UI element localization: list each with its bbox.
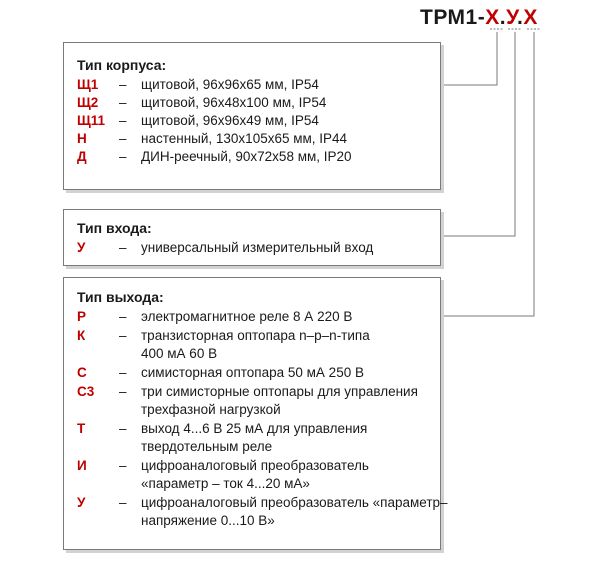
connector-input xyxy=(441,32,515,236)
list-item xyxy=(64,76,440,94)
item-description-line: напряжение 0...10 В» xyxy=(141,513,275,528)
item-dash: – xyxy=(119,240,127,255)
list-item xyxy=(64,494,448,530)
item-dash: – xyxy=(119,131,127,146)
item-code: Щ11 xyxy=(77,113,106,128)
output-type-heading: Тип выхода: xyxy=(77,289,164,305)
item-dash: – xyxy=(119,77,127,92)
item-code: У xyxy=(77,240,86,255)
list-item xyxy=(64,308,440,326)
item-code: Р xyxy=(77,309,87,324)
connector-output xyxy=(441,32,534,316)
list-item xyxy=(64,420,440,456)
item-code: У xyxy=(77,495,86,510)
input-type-heading: Тип входа: xyxy=(77,220,152,236)
list-item xyxy=(64,112,440,130)
item-description xyxy=(141,130,440,148)
item-description xyxy=(141,308,440,326)
separator-dot: . xyxy=(517,6,524,29)
housing-type-list xyxy=(64,76,440,166)
item-description-line: настенный, 130х105х65 мм, IP44 xyxy=(141,131,348,146)
item-dash: – xyxy=(119,95,127,110)
item-description xyxy=(141,239,440,257)
item-description-line: щитовой, 96х48х100 мм, IP54 xyxy=(141,95,327,110)
output-type-list xyxy=(64,308,448,530)
item-description-line: твердотельным реле xyxy=(141,439,273,454)
item-description-line: симисторная оптопара 50 мА 250 В xyxy=(141,365,364,380)
item-dash: – xyxy=(119,149,127,164)
item-description xyxy=(141,148,440,166)
list-item xyxy=(64,130,440,148)
item-code: Д xyxy=(77,149,87,164)
item-code: Н xyxy=(77,131,87,146)
item-description-line: три симисторные оптопары для управления xyxy=(141,384,418,399)
item-description xyxy=(141,420,440,456)
item-description-line: «параметр – ток 4...20 мА» xyxy=(141,476,310,491)
housing-type-box xyxy=(63,42,441,190)
item-code: К xyxy=(77,328,86,343)
input-type-list xyxy=(64,239,440,257)
list-item xyxy=(64,383,440,419)
item-dash: – xyxy=(119,384,127,399)
item-description-line: трехфазной нагрузкой xyxy=(141,402,281,417)
item-code: Щ2 xyxy=(77,95,99,110)
item-description-line: выход 4...6 В 25 мА для управления xyxy=(141,421,368,436)
item-description xyxy=(141,94,440,112)
code-output: Х xyxy=(523,6,538,29)
item-dash: – xyxy=(119,328,127,343)
item-description-line: щитовой, 96х96х49 мм, IP54 xyxy=(141,113,319,128)
list-item xyxy=(64,364,440,382)
code-input: У xyxy=(506,6,518,29)
housing-type-heading: Тип корпуса: xyxy=(77,57,167,73)
item-description-line: щитовой, 96х96х65 мм, IP54 xyxy=(141,77,319,92)
item-description-line: цифроаналоговый преобразователь «параметр– xyxy=(141,495,448,510)
item-code: Щ1 xyxy=(77,77,99,92)
separator-dot: . xyxy=(499,6,507,29)
item-code: С3 xyxy=(77,384,95,399)
list-item xyxy=(64,457,440,493)
list-item xyxy=(64,327,440,363)
item-description-line: транзисторная оптопара n–p–n-типа xyxy=(141,328,370,343)
item-dash: – xyxy=(119,309,127,324)
item-description-line: электромагнитное реле 8 А 220 В xyxy=(141,309,353,324)
item-code: И xyxy=(77,458,87,473)
output-type-box xyxy=(63,277,448,550)
item-description xyxy=(141,327,440,363)
list-item xyxy=(64,239,440,257)
item-dash: – xyxy=(119,495,127,510)
item-dash: – xyxy=(119,113,127,128)
item-code: С xyxy=(77,365,87,380)
item-dash: – xyxy=(119,458,127,473)
item-description xyxy=(141,457,440,493)
code-housing: Х xyxy=(485,6,500,29)
item-description xyxy=(141,494,448,530)
model-designation xyxy=(420,6,538,30)
item-description-line: 400 мА 60 В xyxy=(141,346,218,361)
item-description xyxy=(141,383,440,419)
item-code: Т xyxy=(77,421,86,436)
item-description xyxy=(141,76,440,94)
item-description xyxy=(141,364,440,382)
list-item xyxy=(64,94,440,112)
connector-housing xyxy=(441,32,497,85)
list-item xyxy=(64,148,440,166)
item-description-line: универсальный измерительный вход xyxy=(141,240,374,255)
item-description xyxy=(141,112,440,130)
input-type-box xyxy=(63,209,441,266)
item-dash: – xyxy=(119,365,127,380)
model-base: ТРМ1- xyxy=(420,6,486,29)
item-dash: – xyxy=(119,421,127,436)
item-description-line: цифроаналоговый преобразователь xyxy=(141,458,369,473)
item-description-line: ДИН-реечный, 90х72х58 мм, IP20 xyxy=(141,149,352,164)
